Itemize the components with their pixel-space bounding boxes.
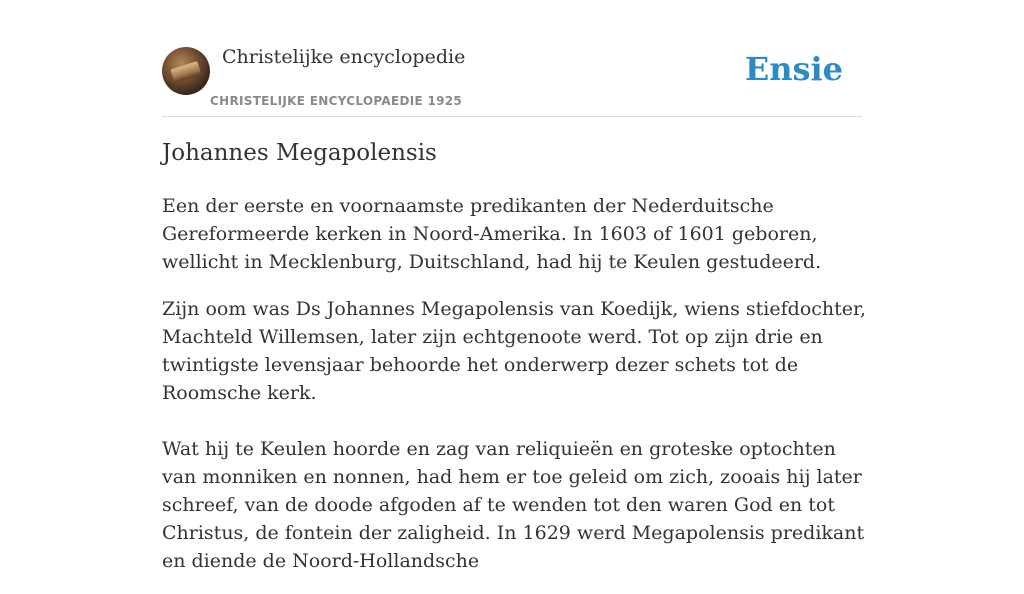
brand-logo[interactable]: Ensie xyxy=(744,50,843,88)
article-paragraph: Een der eerste en voornaamste predikanten der Nederduitsche Gereformeerde kerken in Noord-Amerika. In 1603 of 1601 geboren, wellicht in Mecklenburg, Duitschland, had hij te Keulen gestudeerd. xyxy=(162,195,822,273)
site-header xyxy=(162,0,862,117)
site-subtitle: CHRISTELIJKE ENCYCLOPAEDIE 1925 xyxy=(210,94,463,108)
encyclopedia-avatar[interactable] xyxy=(162,47,210,95)
article-paragraph: Zijn oom was Ds Johannes Megapolensis van Koedijk, wiens stiefdochter, Machteld Willemsen, later zijn echtgenoote werd. Tot op zijn drie en twintigste levensjaar behoorde het onderwerp dezer schets tot de Roomsche kerk. xyxy=(162,298,867,404)
article-title: Johannes Megapolensis xyxy=(162,140,437,166)
article-paragraph: Wat hij te Keulen hoorde en zag van reliquieën en groteske optochten van monniken en nonnen, had hem er toe geleid om zich, zooais hij later schreef, van de doode afgoden af te wenden tot den waren God en tot Christus, de fontein der zaligheid. In 1629 werd Megapolensis predikant en diende de Noord-Hollandsche xyxy=(162,438,865,572)
book-image xyxy=(171,61,202,83)
site-name[interactable]: Christelijke encyclopedie xyxy=(222,46,466,68)
article-body xyxy=(162,192,867,594)
